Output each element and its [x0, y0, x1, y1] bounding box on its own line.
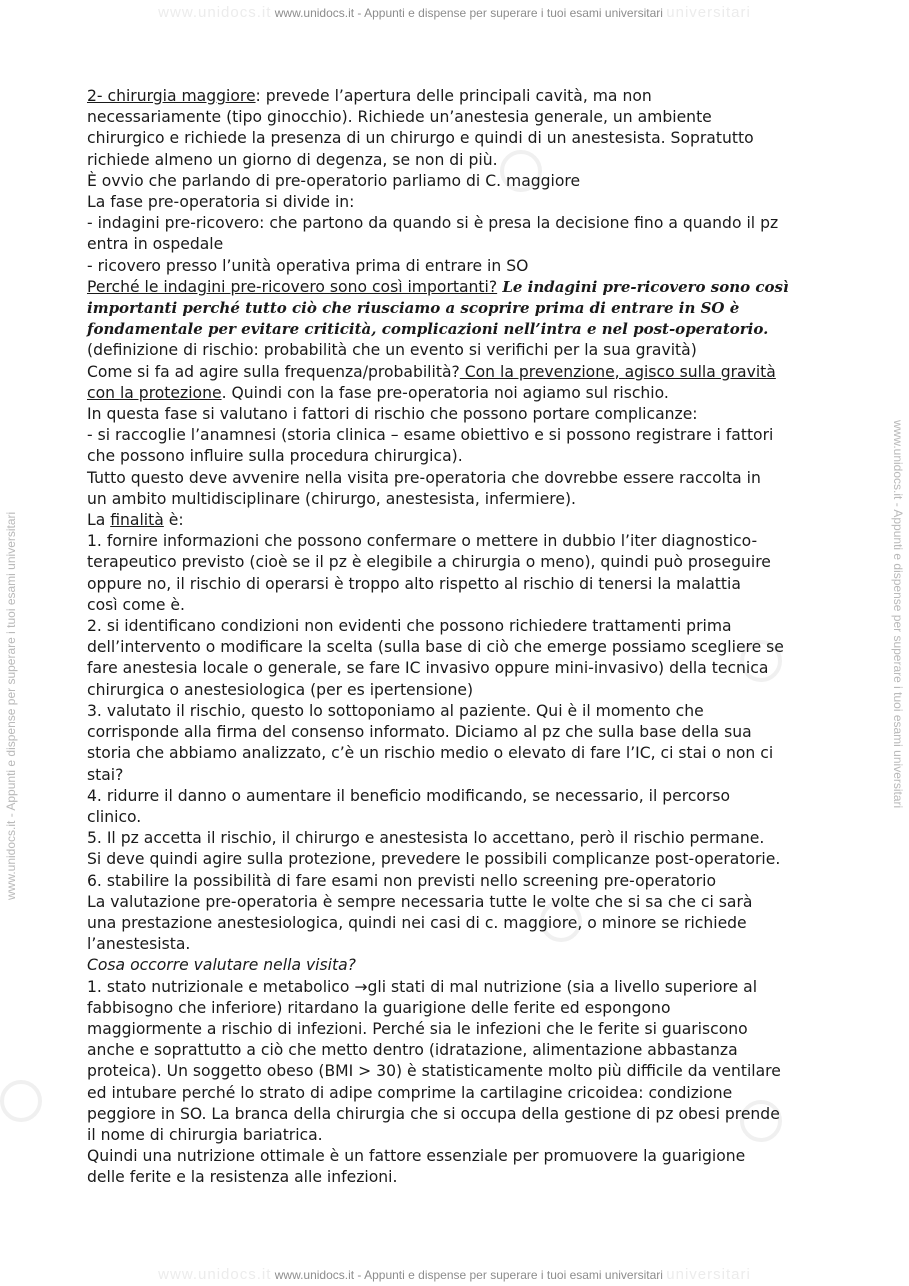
- text-line: chirurgica o anestesiologica (per es ipertensione): [87, 680, 474, 699]
- header-ghost-right: universitari: [666, 4, 751, 21]
- underlined-question: Perché le indagini pre-ricovero sono così importanti?: [87, 277, 498, 296]
- text-line: un ambito multidisciplinare (chirurgo, anestesista, infermiere).: [87, 489, 576, 508]
- text-line: [87, 277, 827, 298]
- text-line: storia che abbiamo analizzato, c’è un rischio medio o elevato di fare l’IC, ci stai o non ci: [87, 744, 774, 763]
- text-line: È ovvio che parlando di pre-operatorio parliamo di C. maggiore: [87, 171, 581, 190]
- footer-ghost-left: www.unidocs.it: [158, 1266, 272, 1283]
- text-line: peggiore in SO. La branca della chirurgia che si occupa della gestione di pz obesi prende: [87, 1104, 780, 1123]
- header-watermark: [0, 4, 909, 21]
- text-line: stai?: [87, 765, 124, 784]
- footer-text: www.unidocs.it - Appunti e dispense per superare i tuoi esami universitari: [274, 1268, 663, 1282]
- left-side-watermark: www.unidocs.it - Appunti e dispense per superare i tuoi esami universitari: [4, 511, 18, 900]
- text-line: l’anestesista.: [87, 935, 191, 954]
- text-line: Quindi una nutrizione ottimale è un fattore essenziale per promuovere la guarigione: [87, 1147, 746, 1166]
- text-line: anche e soprattutto a ciò che metto dentro (idratazione, alimentazione abbastanza: [87, 1041, 738, 1060]
- text-line: [87, 510, 827, 531]
- text-span: è:: [163, 511, 184, 530]
- text-line: fabbisogno che inferiore) ritardano la guarigione delle ferite ed espongono: [87, 998, 671, 1017]
- text-line: 3. valutato il rischio, questo lo sottoponiamo al paziente. Qui è il momento che: [87, 701, 704, 720]
- header-ghost-left: www.unidocs.it: [158, 4, 272, 21]
- text-line: terapeutico previsto (cioè se il pz è elegibile a chirurgia o meno), quindi può proseguire: [87, 553, 771, 572]
- bold-italic-line: fondamentale per evitare criticità, complicazioni nell’intra e nel post-operatorio.: [87, 320, 769, 339]
- text-line: proteica). Un soggetto obeso (BMI > 30) è statisticamente molto più difficile da ventilare: [87, 1062, 781, 1081]
- text-line: [87, 383, 827, 404]
- underlined-text: finalità: [110, 511, 164, 530]
- text-line: [87, 86, 827, 107]
- text-line: 2. si identificano condizioni non evidenti che possono richiedere trattamenti prima: [87, 617, 732, 636]
- text-line: richiede almeno un giorno di degenza, se non di più.: [87, 150, 498, 169]
- document-body: [87, 86, 827, 1189]
- italic-subheading: Cosa occorre valutare nella visita?: [87, 956, 356, 975]
- underlined-text: con la protezione: [87, 383, 222, 402]
- header-text: www.unidocs.it - Appunti e dispense per superare i tuoi esami universitari: [274, 6, 663, 20]
- text-line: necessariamente (tipo ginocchio). Richiede un’anestesia generale, un ambiente: [87, 108, 712, 127]
- text-line: oppure no, il rischio di operarsi è troppo alto rispetto al rischio di tenersi la malattia: [87, 574, 741, 593]
- bold-italic-text: Le indagini pre-ricovero sono così: [497, 277, 789, 296]
- bold-italic-line: importanti perché tutto ciò che riusciamo a scoprire prima di entrare in SO è: [87, 299, 740, 318]
- text-line: - indagini pre-ricovero: che partono da quando si è presa la decisione fino a quando il pz: [87, 214, 779, 233]
- text-line: La fase pre-operatoria si divide in:: [87, 193, 355, 212]
- underlined-heading: 2- chirurgia maggiore: [87, 87, 256, 105]
- text-line: delle ferite e la resistenza alle infezioni.: [87, 1168, 398, 1187]
- text-line: dell’intervento o modificare la scelta (sulla base di ciò che emerge possiamo scegliere se: [87, 638, 784, 657]
- text-line: La valutazione pre-operatoria è sempre necessaria tutte le volte che si sa che ci sarà: [87, 892, 753, 911]
- text-line: - si raccoglie l’anamnesi (storia clinica – esame obiettivo e si possono registrare i fattori: [87, 426, 774, 445]
- text-line: - ricovero presso l’unità operativa prima di entrare in SO: [87, 256, 529, 275]
- text-line: 1. stato nutrizionale e metabolico →gli stati di mal nutrizione (sia a livello superiore al: [87, 977, 758, 996]
- text-line: così come è.: [87, 595, 185, 614]
- right-side-watermark: www.unidocs.it - Appunti e dispense per superare i tuoi esami universitari: [891, 420, 905, 809]
- text-line: (definizione di rischio: probabilità che un evento si verifichi per la sua gravità): [87, 341, 697, 360]
- text-line: 5. Il pz accetta il rischio, il chirurgo e anestesista lo accettano, però il rischio permane.: [87, 829, 765, 848]
- text-line: maggiormente a rischio di infezioni. Perché sia le infezioni che le ferite si guariscono: [87, 1019, 748, 1038]
- text-line: una prestazione anestesiologica, quindi nei casi di c. maggiore, o minore se richiede: [87, 913, 747, 932]
- text-line: fare anestesia locale o generale, se fare IC invasivo oppure mini-invasivo) della tecnica: [87, 659, 769, 678]
- watermark-logo-icon: [0, 1080, 42, 1122]
- text-line: 4. ridurre il danno o aumentare il beneficio modificando, se necessario, il percorso: [87, 786, 731, 805]
- text-line: corrisponde alla firma del consenso informato. Diciamo al pz che sulla base della sua: [87, 723, 752, 742]
- underlined-text: Con la prevenzione, agisco sulla gravità: [459, 362, 776, 381]
- footer-watermark: [0, 1266, 909, 1283]
- text-line: chirurgico e richiede la presenza di un chirurgo e quindi di un anestesista. Sopratutto: [87, 129, 754, 148]
- text-line: Si deve quindi agire sulla protezione, prevedere le possibili complicanze post-operatorie.: [87, 850, 781, 869]
- text-line: che possono influire sulla procedura chirurgica).: [87, 447, 463, 466]
- text-line: In questa fase si valutano i fattori di rischio che possono portare complicanze:: [87, 405, 698, 424]
- footer-ghost-right: universitari: [666, 1266, 751, 1283]
- text-line: 6. stabilire la possibilità di fare esami non previsti nello screening pre-operatorio: [87, 871, 717, 890]
- text-span: . Quindi con la fase pre-operatoria noi agiamo sul rischio.: [221, 383, 669, 402]
- text-line: entra in ospedale: [87, 235, 224, 254]
- text-line: 1. fornire informazioni che possono confermare o mettere in dubbio l’iter diagnostico-: [87, 532, 758, 551]
- text-line: clinico.: [87, 807, 142, 826]
- text-span: La: [87, 511, 111, 530]
- text-span: Come si fa ad agire sulla frequenza/probabilità?: [87, 362, 460, 381]
- text-line: Tutto questo deve avvenire nella visita pre-operatoria che dovrebbe essere raccolta in: [87, 468, 761, 487]
- text-line: ed intubare perché lo strato di adipe comprime la cartilagine cricoidea: condizione: [87, 1083, 733, 1102]
- text-span: : prevede l’apertura delle principali cavità, ma non: [255, 87, 652, 105]
- text-line: il nome di chirurgia bariatrica.: [87, 1125, 323, 1144]
- text-line: [87, 362, 827, 383]
